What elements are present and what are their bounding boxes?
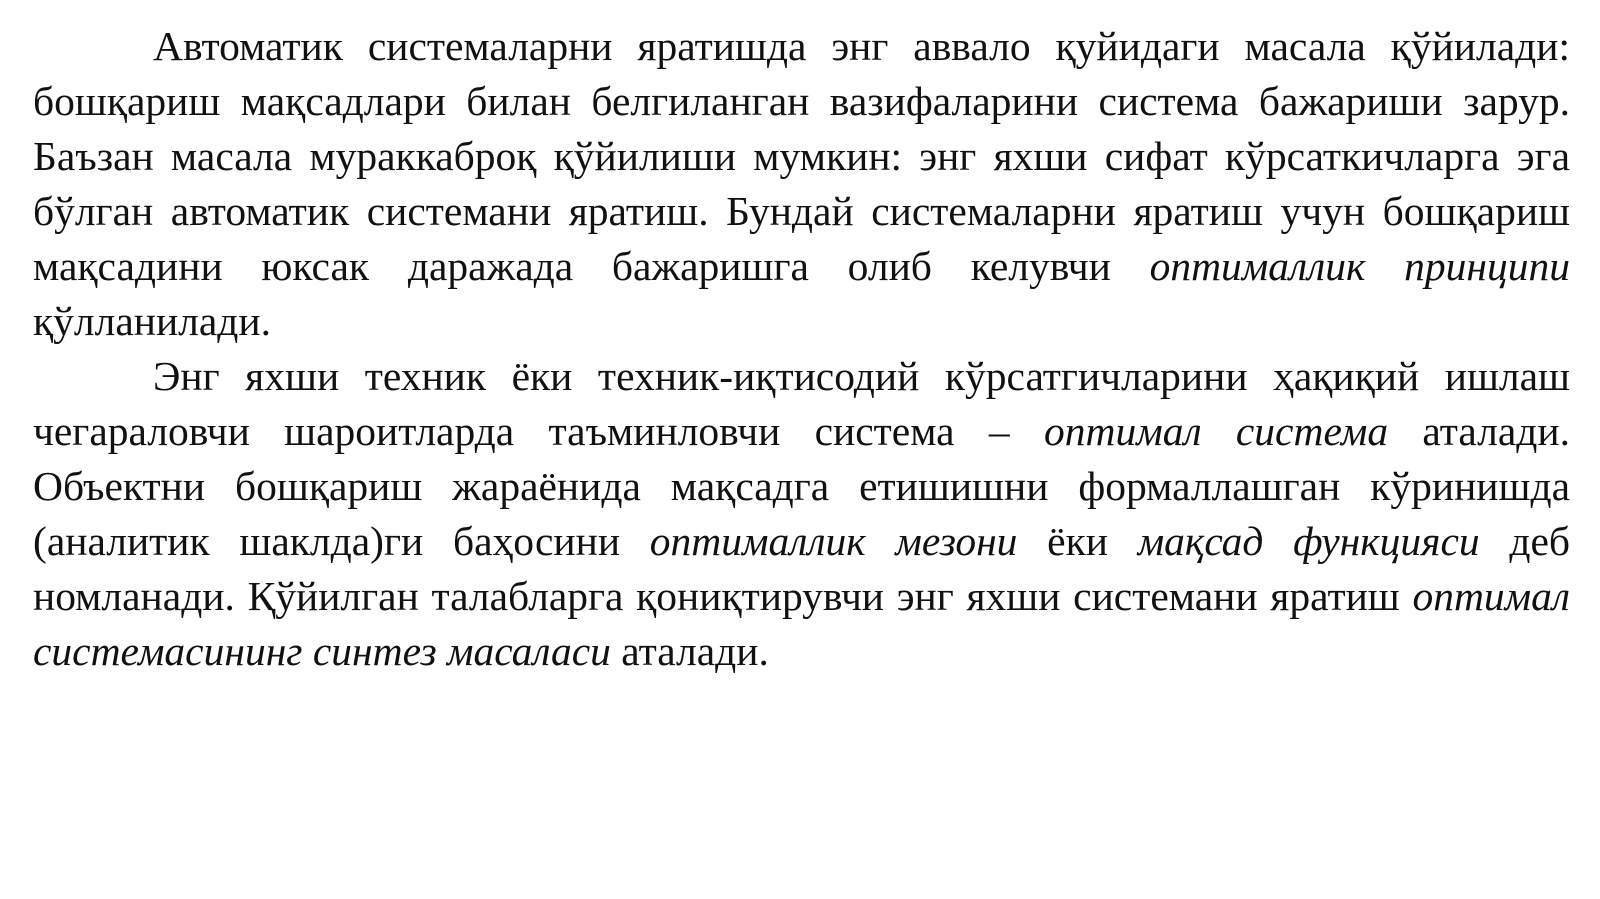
italic-term-synthesis-problem: оптимал системасининг синтез масаласи bbox=[33, 573, 1570, 674]
italic-term-optimality-criterion: оптималлик мезони bbox=[649, 518, 1018, 564]
text-run: Энг яхши техник ёки техник-иқтисодий кўрсатгичларини ҳақиқий ишлаш чегараловчи шароитларда таъминловчи система – bbox=[33, 353, 1570, 454]
italic-term-objective-function: мақсад функцияси bbox=[1137, 518, 1480, 564]
italic-term-optimality-principle: оптималлик принципи bbox=[1149, 243, 1570, 289]
document-page bbox=[33, 19, 1570, 679]
text-run: Автоматик системаларни яратишда энг аввало қуйидаги масала қўйилади: бошқариш мақсадлари билан белгиланган вазифаларини система бажариши зарур. Баъзан масала мураккаброқ қўйилиши мумкин: энг яхши сифат кўрсаткичларга эга бўлган автоматик системани яратиш. Бундай системаларни яратиш учун бошқариш мақсадини юксак даражада бажаришга олиб келувчи bbox=[33, 23, 1570, 289]
text-run: ёки bbox=[1017, 518, 1138, 564]
text-run: аталади. bbox=[610, 628, 769, 674]
text-run: аталади. Объектни бошқариш жараёнида мақсадга етишишни формаллашган кўринишда (аналитик шаклда)ги баҳосини bbox=[33, 408, 1571, 564]
paragraph-optimality-principle bbox=[33, 19, 1570, 349]
text-run: қўлланилади. bbox=[33, 298, 271, 344]
paragraph-optimal-system bbox=[33, 349, 1570, 679]
italic-term-optimal-system: оптимал система bbox=[1044, 408, 1389, 454]
text-run: деб номланади. Қўйилган талабларга қониқтирувчи энг яхши системани яратиш bbox=[33, 518, 1571, 619]
